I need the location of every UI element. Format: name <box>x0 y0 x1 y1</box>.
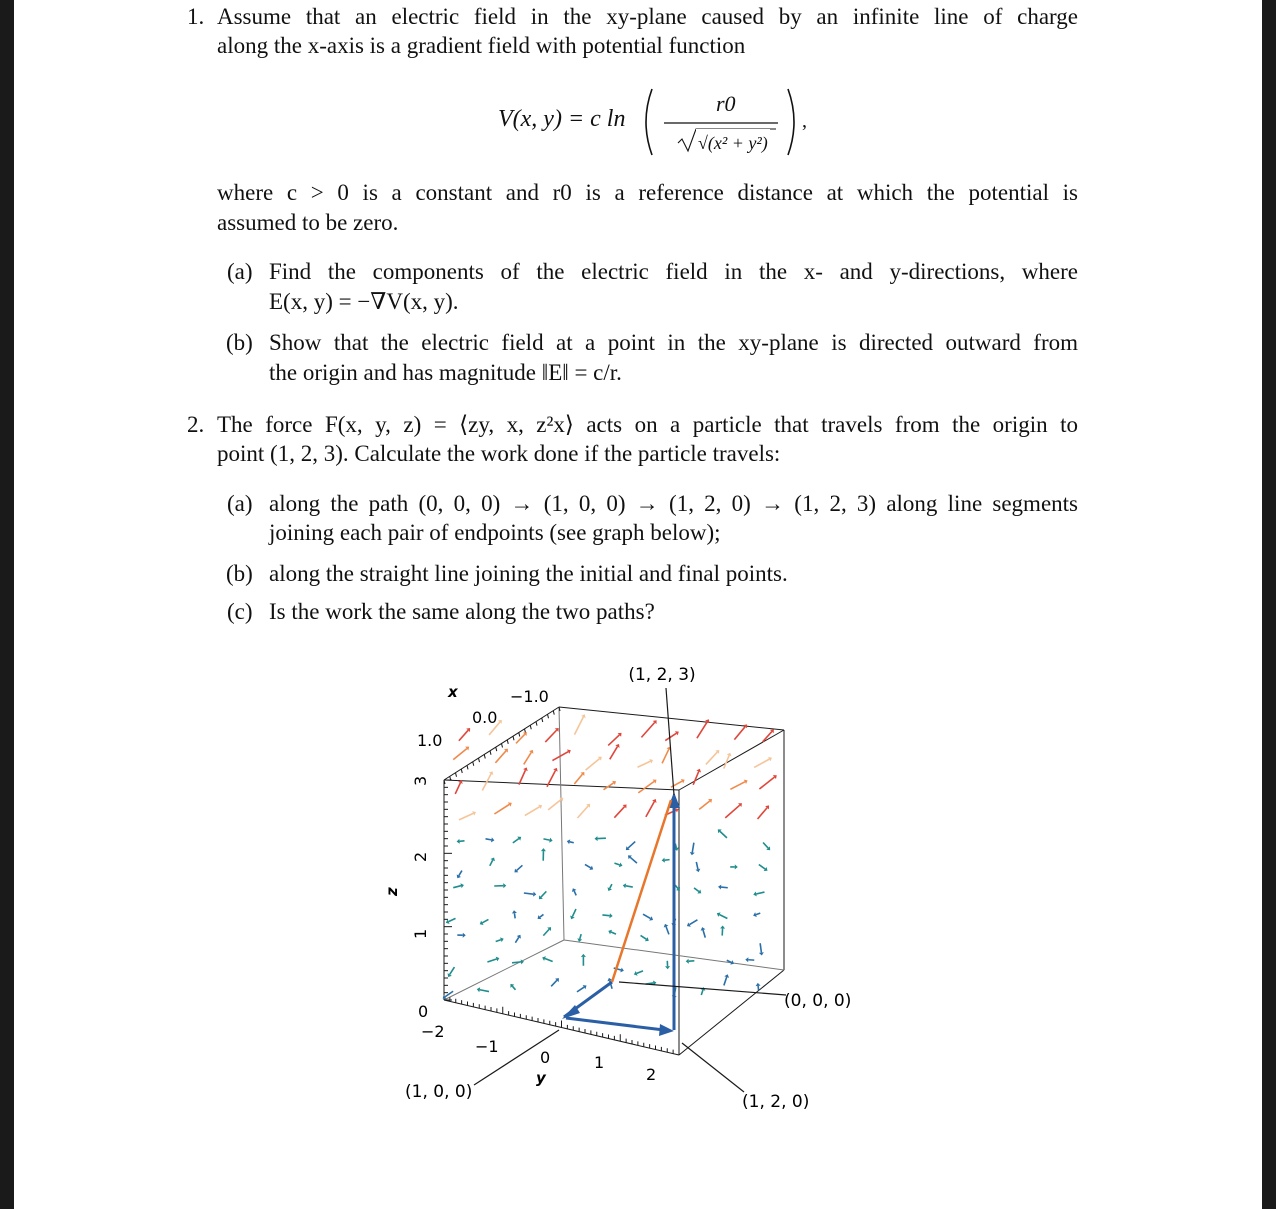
field-arrow <box>572 888 577 895</box>
field-arrow <box>457 933 465 938</box>
field-arrow <box>718 885 728 890</box>
field-arrow <box>486 837 495 842</box>
problem1-part-b-line2: the origin and has magnitude ‖E‖ = c/r. <box>269 360 622 385</box>
x-tick-mark <box>530 725 531 729</box>
field-arrow <box>513 837 521 843</box>
x-tick-mark <box>502 744 503 748</box>
x-tick-mark <box>461 769 462 773</box>
x-tick-mark <box>542 718 543 722</box>
document-page <box>14 0 1262 1209</box>
field-arrow <box>614 862 622 867</box>
field-arrow <box>552 749 570 760</box>
field-arrow <box>453 883 464 888</box>
callout-corner-bottom: (1, 2, 0) <box>742 1092 810 1112</box>
problem2-line2: point (1, 2, 3). Calculate the work done if the particle travels: <box>217 441 781 466</box>
vector-field-arrows <box>443 714 777 999</box>
field-arrow <box>638 779 656 792</box>
straight-path <box>612 800 671 982</box>
field-arrow <box>459 811 476 820</box>
field-arrow <box>604 781 616 790</box>
problem1-after-line2: assumed to be zero. <box>217 210 399 235</box>
field-arrow <box>543 927 551 935</box>
field-arrow <box>725 803 742 818</box>
problem1-part-b-line1: Show that the electric field at a point in the xy-plane is directed outward from <box>269 330 1078 355</box>
x-tick-mark <box>467 765 468 769</box>
field-arrow <box>514 865 522 872</box>
field-arrow <box>551 978 559 986</box>
field-arrow <box>763 842 770 850</box>
field-arrow <box>646 799 657 817</box>
y-tick-label-2: 0 <box>540 1048 551 1067</box>
z-tick-label-2: 1 <box>411 928 430 939</box>
field-arrow <box>634 971 643 976</box>
field-arrow <box>495 749 508 763</box>
problem1-part-a-label: (a) <box>227 259 253 284</box>
problem1-part-a-line2: E(x, y) = −∇V(x, y). <box>269 289 459 314</box>
field-arrow <box>686 959 695 964</box>
x-tick-mark <box>519 733 520 737</box>
x-tick-label-0: −1.0 <box>510 687 549 706</box>
callout-lines <box>474 688 786 1092</box>
field-arrow <box>542 956 552 961</box>
field-arrow <box>628 855 637 863</box>
field-arrow <box>730 864 738 869</box>
field-arrow <box>585 864 593 870</box>
field-arrow <box>717 912 728 918</box>
field-arrow <box>455 780 462 794</box>
field-arrow <box>690 843 695 856</box>
field-arrow <box>734 724 747 739</box>
field-arrow <box>538 914 544 919</box>
x-tick-mark <box>456 773 457 777</box>
y-tick-label-3: 1 <box>594 1053 605 1072</box>
x-tick-mark <box>525 729 526 733</box>
problem1-part-a-line1: Find the components of the electric field in the x- and y-directions, where <box>269 259 1078 284</box>
field-arrow <box>753 891 764 896</box>
field-arrow <box>693 769 701 785</box>
field-arrow <box>543 838 552 843</box>
x-tick-label-2: 1.0 <box>417 731 443 750</box>
problem1-intro-line2: along the x-axis is a gradient field with potential function <box>217 33 746 58</box>
equation-numerator: r0 <box>716 91 736 116</box>
field-arrow <box>665 731 679 740</box>
path-segment-2 <box>566 1018 664 1030</box>
y-axis-name: y <box>536 1069 546 1087</box>
field-arrow <box>577 985 587 992</box>
field-arrow <box>525 805 542 816</box>
x-tick-mark <box>490 751 491 755</box>
field-arrow <box>687 920 697 927</box>
field-arrow <box>581 954 586 966</box>
field-arrow <box>720 926 725 936</box>
path-segment-2-head <box>659 1024 674 1036</box>
field-arrow <box>459 728 470 741</box>
field-arrow <box>539 891 546 899</box>
field-arrow <box>457 839 465 844</box>
problem2-part-a-label: (a) <box>227 491 253 516</box>
field-arrow <box>490 858 495 866</box>
field-arrow <box>745 957 754 962</box>
problem1-part-b-label: (b) <box>226 330 253 355</box>
field-arrow <box>701 927 706 938</box>
field-arrow <box>524 750 534 764</box>
field-arrow <box>641 935 649 941</box>
field-arrow <box>524 892 536 897</box>
field-arrow <box>758 805 769 819</box>
field-arrow <box>641 720 656 737</box>
problem2-part-c-line1: Is the work the same along the two paths? <box>269 599 655 624</box>
problem2-part-b-label: (b) <box>226 561 253 586</box>
field-arrow <box>496 937 504 942</box>
field-arrow <box>477 987 489 992</box>
y-tick-label-0: −2 <box>421 1022 445 1041</box>
field-arrow <box>545 728 558 742</box>
z-tick-label-1: 2 <box>411 851 430 862</box>
z-tick-label-3: 0 <box>418 1002 429 1021</box>
z-tick-label-0: 3 <box>411 775 430 786</box>
field-arrow <box>638 759 654 767</box>
y-tick-label-1: −1 <box>475 1037 499 1056</box>
problem2-part-c-label: (c) <box>227 599 253 624</box>
integration-paths <box>562 792 680 1036</box>
field-arrow <box>759 775 776 789</box>
field-arrow <box>753 912 760 917</box>
x-tick-label-1: 0.0 <box>472 708 498 727</box>
problem2-line1: The force F(x, y, z) = ⟨zy, x, z²x⟩ acts on a particle that travels from the origin to <box>217 412 1078 437</box>
field-arrow <box>512 959 524 964</box>
x-tick-mark <box>548 714 549 718</box>
field-arrow <box>623 883 633 888</box>
z-axis-name: z <box>383 887 401 896</box>
problem2-number: 2. <box>187 412 205 437</box>
field-arrow <box>541 848 546 861</box>
field-arrow <box>665 961 670 969</box>
field-arrow <box>724 974 729 985</box>
field-arrow <box>515 935 521 943</box>
field-arrow <box>614 804 626 817</box>
x-tick-mark <box>513 736 514 740</box>
field-arrow <box>494 802 511 814</box>
problem2-part-b-line1: along the straight line joining the initial and final points. <box>269 561 788 586</box>
field-arrow <box>577 804 590 818</box>
field-arrow <box>730 780 747 790</box>
field-arrow <box>574 714 585 734</box>
field-arrow <box>763 729 774 742</box>
problem1-after-line1: where c > 0 is a constant and r0 is a reference distance at which the potential is <box>217 180 1078 205</box>
field-arrow <box>547 768 558 787</box>
field-arrow <box>519 767 528 784</box>
y-tick-label-4: 2 <box>646 1065 657 1084</box>
field-arrow <box>487 957 499 962</box>
field-arrow <box>570 909 576 919</box>
field-arrow <box>480 919 489 925</box>
field-arrow <box>695 862 700 872</box>
field-arrow <box>626 842 635 851</box>
x-tick-mark <box>496 747 497 751</box>
x-tick-mark <box>473 762 474 766</box>
problem1-number: 1. <box>187 4 205 29</box>
equation-comma: , <box>802 110 807 132</box>
x-axis-name: x <box>448 683 458 701</box>
x-tick-mark <box>479 758 480 762</box>
field-arrow <box>662 747 671 764</box>
field-arrow <box>759 943 764 955</box>
field-arrow <box>448 967 455 977</box>
field-arrow <box>574 772 584 784</box>
field-arrow <box>610 744 620 759</box>
field-arrow <box>512 910 517 918</box>
field-arrow <box>699 799 712 809</box>
field-arrow <box>706 750 719 764</box>
problem2-part-a-line1: along the path (0, 0, 0) → (1, 0, 0) → (1, 2, 0) → (1, 2, 3) along line segments <box>269 491 1078 516</box>
field-arrow <box>718 829 727 838</box>
field-arrow <box>567 839 574 844</box>
field-arrow <box>608 733 621 746</box>
field-arrow <box>494 883 506 888</box>
callout-origin: (0, 0, 0) <box>784 991 852 1011</box>
field-arrow <box>595 836 606 841</box>
equation-denominator: √(x² + y²) <box>696 129 770 158</box>
field-arrow <box>759 865 768 872</box>
field-arrow <box>608 930 616 935</box>
x-tick-mark <box>536 722 537 726</box>
x-tick-mark <box>484 754 485 758</box>
x-tick-mark <box>553 711 554 715</box>
field-arrow <box>510 984 515 990</box>
field-arrow <box>453 747 469 760</box>
x-tick-mark <box>507 740 508 744</box>
field-arrow <box>662 858 670 863</box>
field-arrow <box>602 913 612 918</box>
field-arrow <box>643 914 653 920</box>
field-arrow <box>586 757 602 770</box>
vector-field-figure <box>14 0 1262 1209</box>
field-arrow <box>457 871 462 879</box>
field-arrow <box>694 888 701 894</box>
cube-frame <box>444 707 784 1055</box>
equation-lhs: V(x, y) = c ln <box>498 106 626 132</box>
callout-corner-left: (1, 0, 0) <box>405 1082 473 1102</box>
field-arrow <box>664 924 669 935</box>
problem2-part-a-line2: joining each pair of endpoints (see graph below); <box>269 520 721 545</box>
problem1-intro-line1: Assume that an electric field in the xy-plane caused by an infinite line of charge <box>217 4 1078 29</box>
callout-top: (1, 2, 3) <box>628 665 696 685</box>
field-arrow <box>608 884 612 891</box>
field-arrow <box>482 771 493 790</box>
field-arrow <box>577 934 582 942</box>
field-arrow <box>754 757 772 768</box>
